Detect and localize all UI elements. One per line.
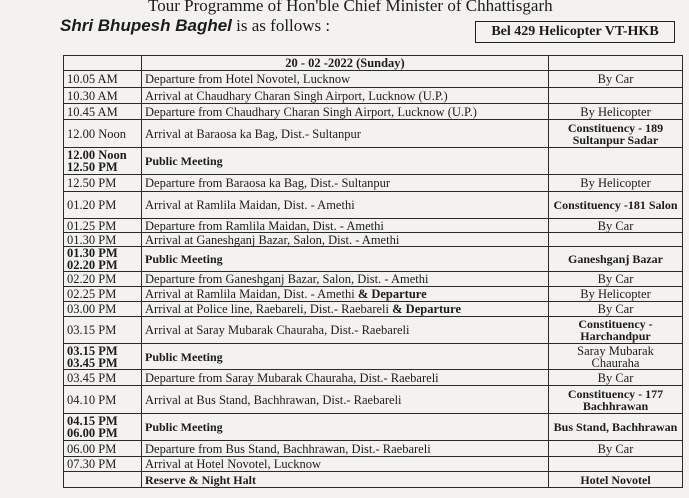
table-row xyxy=(64,370,683,386)
table-row xyxy=(64,344,683,370)
mode-cell: By Helicopter xyxy=(549,287,683,302)
time-cell: 12.00 Noon 12.50 PM xyxy=(64,148,142,175)
time-cell: 01.30 PM xyxy=(64,233,142,247)
table-row xyxy=(64,386,683,414)
mode-cell: Constituency - 189 Sultanpur Sadar xyxy=(549,120,683,148)
mode-cell xyxy=(549,88,683,104)
time-cell: 06.00 PM xyxy=(64,441,142,457)
mode-cell: By Car xyxy=(549,71,683,88)
table-row xyxy=(64,247,683,272)
time-cell: 10.05 AM xyxy=(64,71,142,88)
table-row xyxy=(64,219,683,233)
time-cell: 10.30 AM xyxy=(64,88,142,104)
table-row xyxy=(64,148,683,175)
mode-cell: By Car xyxy=(549,219,683,233)
mode-cell: Constituency - 177 Bachhrawan xyxy=(549,386,683,414)
mode-cell: By Helicopter xyxy=(549,175,683,192)
desc-text: Arrival at Ramlila Maidan, Dist. - Amethi xyxy=(145,287,355,301)
mode-cell: By Car xyxy=(549,441,683,457)
time-cell: 01.30 PM 02.20 PM xyxy=(64,247,142,272)
table-row xyxy=(64,192,683,219)
desc-cell: Arrival at Bus Stand, Bachhrawan, Dist.- Raebareli xyxy=(142,386,549,414)
departure-note: & Departure xyxy=(389,302,461,316)
mode-cell: By Helicopter xyxy=(549,104,683,120)
mode-cell xyxy=(549,148,683,175)
date-heading: 20 - 02 -2022 (Sunday) xyxy=(142,56,549,71)
time-cell: 12.00 Noon xyxy=(64,120,142,148)
mode-cell: By Car xyxy=(549,302,683,317)
mode-cell: Bus Stand, Bachhrawan xyxy=(549,414,683,441)
desc-cell xyxy=(142,302,549,317)
time-cell: 03.45 PM xyxy=(64,370,142,386)
time-cell: 03.00 PM xyxy=(64,302,142,317)
desc-cell: Arrival at Saray Mubarak Chauraha, Dist.- Raebareli xyxy=(142,317,549,344)
date-spacer xyxy=(64,56,142,71)
table-row xyxy=(64,104,683,120)
table-row xyxy=(64,120,683,148)
time-cell: 10.45 AM xyxy=(64,104,142,120)
date-row xyxy=(64,56,683,71)
cm-name: Shri Bhupesh Baghel xyxy=(60,16,232,35)
table-row xyxy=(64,472,683,488)
mode-cell: Constituency -181 Salon xyxy=(549,192,683,219)
desc-cell: Reserve & Night Halt xyxy=(142,472,549,488)
time-cell: 07.30 PM xyxy=(64,457,142,472)
desc-cell: Arrival at Baraosa ka Bag, Dist.- Sultanpur xyxy=(142,120,549,148)
time-cell: 12.50 PM xyxy=(64,175,142,192)
desc-cell: Departure from Hotel Novotel, Lucknow xyxy=(142,71,549,88)
time-cell: 03.15 PM xyxy=(64,317,142,344)
mode-cell: By Car xyxy=(549,272,683,287)
table-row xyxy=(64,287,683,302)
table-row xyxy=(64,317,683,344)
header-subtitle xyxy=(60,16,330,36)
desc-cell: Arrival at Ramlila Maidan, Dist. - Amethi xyxy=(142,192,549,219)
time-cell: 02.25 PM xyxy=(64,287,142,302)
desc-cell: Arrival at Chaudhary Charan Singh Airport, Lucknow (U.P.) xyxy=(142,88,549,104)
table-row xyxy=(64,88,683,104)
table-row xyxy=(64,457,683,472)
mode-cell: Hotel Novotel xyxy=(549,472,683,488)
desc-cell: Public Meeting xyxy=(142,344,549,370)
time-cell: 04.10 PM xyxy=(64,386,142,414)
table-row xyxy=(64,233,683,247)
desc-cell xyxy=(142,287,549,302)
date-spacer-right xyxy=(549,56,683,71)
desc-cell: Departure from Bus Stand, Bachhrawan, Dist.- Raebareli xyxy=(142,441,549,457)
table-row xyxy=(64,71,683,88)
desc-cell: Departure from Baraosa ka Bag, Dist.- Sultanpur xyxy=(142,175,549,192)
desc-cell: Arrival at Hotel Novotel, Lucknow xyxy=(142,457,549,472)
table-row xyxy=(64,302,683,317)
time-cell: 04.15 PM 06.00 PM xyxy=(64,414,142,441)
mode-cell: Saray Mubarak Chauraha xyxy=(549,344,683,370)
table-row xyxy=(64,441,683,457)
time-cell: 02.20 PM xyxy=(64,272,142,287)
mode-cell xyxy=(549,233,683,247)
desc-cell: Departure from Chaudhary Charan Singh Airport, Lucknow (U.P.) xyxy=(142,104,549,120)
desc-cell: Public Meeting xyxy=(142,247,549,272)
desc-cell: Departure from Ramlila Maidan, Dist. - Amethi xyxy=(142,219,549,233)
departure-note: & Departure xyxy=(354,287,427,301)
desc-cell: Departure from Ganeshganj Bazar, Salon, Dist. - Amethi xyxy=(142,272,549,287)
desc-cell: Public Meeting xyxy=(142,148,549,175)
desc-cell: Departure from Saray Mubarak Chauraha, Dist.- Raebareli xyxy=(142,370,549,386)
header-suffix: is as follows : xyxy=(231,16,331,35)
mode-cell xyxy=(549,457,683,472)
mode-cell: By Car xyxy=(549,370,683,386)
desc-cell: Arrival at Ganeshganj Bazar, Salon, Dist. - Amethi xyxy=(142,233,549,247)
schedule-table xyxy=(63,55,683,488)
desc-text: Arrival at Police line, Raebareli, Dist.- Raebareli xyxy=(145,302,390,316)
table-row xyxy=(64,175,683,192)
header-title: Tour Programme of Hon'ble Chief Minister of Chhattisgarh xyxy=(148,0,553,15)
mode-cell: Constituency - Harchandpur xyxy=(549,317,683,344)
time-cell: 01.25 PM xyxy=(64,219,142,233)
helicopter-box: Bel 429 Helicopter VT-HKB xyxy=(475,21,675,43)
time-cell: 01.20 PM xyxy=(64,192,142,219)
table-row xyxy=(64,414,683,441)
table-row xyxy=(64,272,683,287)
desc-cell: Public Meeting xyxy=(142,414,549,441)
time-cell xyxy=(64,472,142,488)
mode-cell: Ganeshganj Bazar xyxy=(549,247,683,272)
time-cell: 03.15 PM 03.45 PM xyxy=(64,344,142,370)
